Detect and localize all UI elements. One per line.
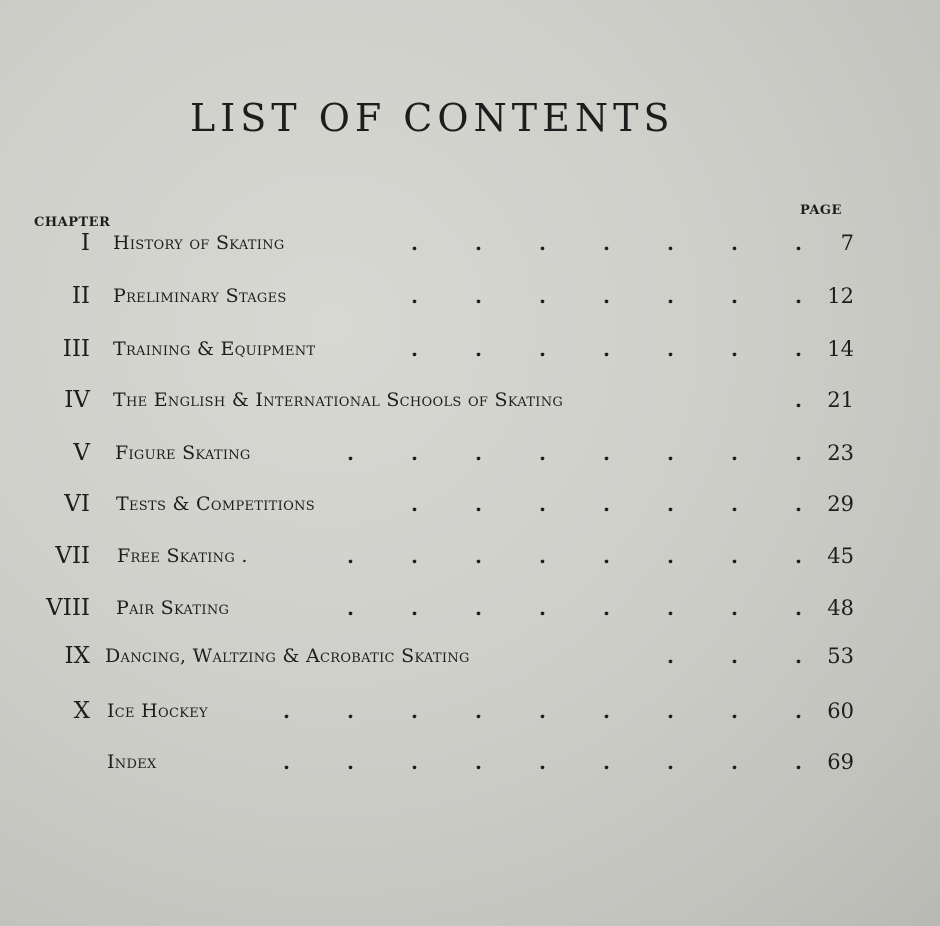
leader-dot: . <box>347 750 354 774</box>
leader-dot: . <box>411 750 418 774</box>
chapter-title: The English & International Schools of Skating <box>113 389 564 411</box>
leader-dot: . <box>347 441 354 465</box>
leader-dot: . <box>667 284 674 308</box>
page-number: 21 <box>827 388 854 412</box>
chapter-number: V <box>73 440 90 466</box>
leader-dot: . <box>475 231 482 255</box>
leader-dot: . <box>667 337 674 361</box>
toc-entry <box>0 489 940 519</box>
leader-dot: . <box>667 492 674 516</box>
leader-dot: . <box>603 492 610 516</box>
leader-dot: . <box>667 750 674 774</box>
leader-dot: . <box>667 644 674 668</box>
leader-dot: . <box>731 596 738 620</box>
page-number: 29 <box>827 492 854 516</box>
leader-dot: . <box>539 596 546 620</box>
leader-dot: . <box>667 596 674 620</box>
chapter-number: II <box>71 283 90 309</box>
leader-dot: . <box>731 750 738 774</box>
leader-dot: . <box>411 284 418 308</box>
leader-dot: . <box>539 337 546 361</box>
leader-dot: . <box>411 337 418 361</box>
leader-dot: . <box>475 284 482 308</box>
leader-dot: . <box>539 441 546 465</box>
leader-dot: . <box>731 644 738 668</box>
leader-dot: . <box>603 596 610 620</box>
leader-dot: . <box>347 699 354 723</box>
page-number: 12 <box>827 284 854 308</box>
toc-entry <box>0 438 940 468</box>
leader-dot: . <box>731 441 738 465</box>
chapter-title: Preliminary Stages <box>113 285 287 307</box>
chapter-title: Training & Equipment <box>113 338 316 360</box>
leader-dot: . <box>731 337 738 361</box>
leader-dot: . <box>475 699 482 723</box>
chapter-title: Tests & Competitions <box>116 493 315 515</box>
leader-dot: . <box>475 441 482 465</box>
leader-dot: . <box>411 441 418 465</box>
leader-dot: . <box>475 750 482 774</box>
leader-dot: . <box>603 544 610 568</box>
leader-dot: . <box>475 596 482 620</box>
leader-dot: . <box>795 388 802 412</box>
page-number: 48 <box>827 596 854 620</box>
toc-entry <box>0 641 940 671</box>
leader-dot: . <box>731 699 738 723</box>
leader-dot: . <box>795 644 802 668</box>
leader-dot: . <box>731 544 738 568</box>
leader-dot: . <box>795 596 802 620</box>
leader-dot: . <box>795 284 802 308</box>
leader-dot: . <box>283 750 290 774</box>
chapter-title: History of Skating <box>113 232 285 254</box>
page-number: 45 <box>827 544 854 568</box>
toc-entry <box>0 541 940 571</box>
leader-dot: . <box>475 544 482 568</box>
leader-dot: . <box>539 284 546 308</box>
page-number: 53 <box>827 644 854 668</box>
leader-dot: . <box>539 699 546 723</box>
toc-entry <box>0 593 940 623</box>
page-number: 69 <box>827 750 854 774</box>
leader-dot: . <box>795 441 802 465</box>
chapter-number: VII <box>55 543 90 569</box>
chapter-number: VI <box>64 491 90 517</box>
page-number: 60 <box>827 699 854 723</box>
chapter-number: I <box>80 230 90 256</box>
leader-dot: . <box>731 492 738 516</box>
leader-dot: . <box>475 337 482 361</box>
toc-entry <box>0 281 940 311</box>
leader-dot: . <box>603 750 610 774</box>
page-number: 23 <box>827 441 854 465</box>
chapter-number: IV <box>64 387 90 413</box>
chapter-title: Ice Hockey <box>107 700 208 722</box>
chapter-number: III <box>62 336 90 362</box>
leader-dot: . <box>283 699 290 723</box>
leader-dot: . <box>667 544 674 568</box>
leader-dot: . <box>603 699 610 723</box>
leader-dot: . <box>795 699 802 723</box>
toc-entry <box>0 334 940 364</box>
chapter-number: IX <box>64 643 90 669</box>
chapter-title: Dancing, Waltzing & Acrobatic Skating <box>105 645 470 667</box>
page-number: 7 <box>840 231 854 255</box>
leader-dot: . <box>411 699 418 723</box>
chapter-column-heading: CHAPTER <box>34 215 111 230</box>
chapter-title: Free Skating . <box>117 545 248 567</box>
leader-dot: . <box>667 441 674 465</box>
leader-dot: . <box>411 231 418 255</box>
leader-dot: . <box>795 544 802 568</box>
leader-dot: . <box>475 492 482 516</box>
leader-dot: . <box>795 750 802 774</box>
leader-dot: . <box>795 337 802 361</box>
leader-dot: . <box>347 596 354 620</box>
leader-dot: . <box>539 544 546 568</box>
leader-dot: . <box>795 492 802 516</box>
leader-dot: . <box>347 544 354 568</box>
leader-dot: . <box>539 492 546 516</box>
leader-dot: . <box>603 284 610 308</box>
toc-entry <box>0 228 940 258</box>
chapter-title: Figure Skating <box>115 442 251 464</box>
toc-entry <box>0 747 940 777</box>
page-column-heading: PAGE <box>800 203 842 218</box>
leader-dot: . <box>731 231 738 255</box>
leader-dot: . <box>603 231 610 255</box>
chapter-number: VIII <box>46 595 90 621</box>
leader-dot: . <box>539 231 546 255</box>
leader-dot: . <box>667 699 674 723</box>
leader-dot: . <box>539 750 546 774</box>
leader-dot: . <box>667 231 674 255</box>
page-title: LIST OF CONTENTS <box>190 96 675 140</box>
page-number: 14 <box>827 337 854 361</box>
chapter-title: Index <box>107 751 157 773</box>
leader-dot: . <box>795 231 802 255</box>
leader-dot: . <box>411 544 418 568</box>
leader-dot: . <box>731 284 738 308</box>
toc-entry <box>0 385 940 415</box>
leader-dot: . <box>411 596 418 620</box>
chapter-number: X <box>73 698 90 724</box>
leader-dot: . <box>603 337 610 361</box>
leader-dot: . <box>603 441 610 465</box>
leader-dot: . <box>411 492 418 516</box>
toc-entry <box>0 696 940 726</box>
chapter-title: Pair Skating <box>116 597 230 619</box>
